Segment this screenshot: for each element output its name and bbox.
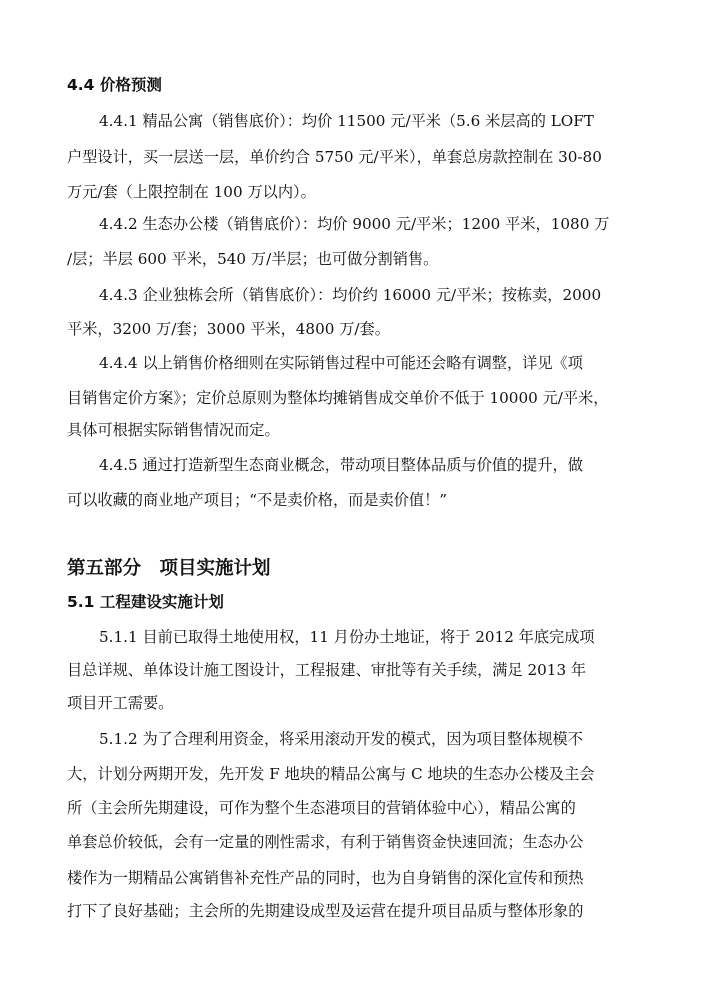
- text-line: /层；半层 600 平米，540 万/半层；也可做分割销售。: [67, 250, 439, 268]
- text-line: 万元/套（上限控制在 100 万以内）。: [67, 183, 316, 201]
- heading-part-5: 第五部分 项目实施计划: [67, 558, 271, 579]
- text-line: 具体可根据实际销售情况而定。: [67, 421, 280, 439]
- heading-4-4: 4.4 价格预测: [67, 76, 162, 94]
- text-line: 楼作为一期精品公寓销售补充性产品的同时，也为自身销售的深化宣传和预热: [67, 869, 584, 887]
- text-line: 5.1.1 目前已取得土地使用权，11 月份办土地证，将于 2012 年底完成项: [99, 628, 595, 646]
- heading-5-1: 5.1 工程建设实施计划: [67, 593, 224, 611]
- text-line: 单套总价较低，会有一定量的刚性需求，有利于销售资金快速回流；生态办公: [67, 833, 584, 851]
- text-line: 打下了良好基础；主会所的先期建设成型及运营在提升项目品质与整体形象的: [67, 902, 584, 920]
- text-line: 户型设计，买一层送一层，单价约合 5750 元/平米），单套总房款控制在 30-80: [67, 148, 602, 166]
- text-line: 4.4.1 精品公寓（销售底价）：均价 11500 元/平米（5.6 米层高的 LOFT: [99, 112, 594, 130]
- text-line: 4.4.4 以上销售价格细则在实际销售过程中可能还会略有调整，详见《项: [99, 354, 583, 372]
- text-line: 所（主会所先期建设，可作为整个生态港项目的营销体验中心），精品公寓的: [67, 799, 576, 817]
- text-line: 4.4.2 生态办公楼（销售底价）：均价 9000 元/平米；1200 平米，1080 万: [99, 215, 610, 233]
- text-line: 可以收藏的商业地产项目；“不是卖价格，而是卖价值！”: [67, 491, 448, 509]
- text-line: 4.4.3 企业独栋会所（销售底价）：均价约 16000 元/平米；按栋卖，2000: [99, 286, 602, 304]
- text-line: 大，计划分两期开发，先开发 F 地块的精品公寓与 C 地块的生态办公楼及主会: [67, 765, 595, 783]
- text-line: 目销售定价方案》；定价总原则为整体均摊销售成交单价不低于 10000 元/平米，: [67, 389, 609, 407]
- text-line: 平米，3200 万/套；3000 平米，4800 万/套。: [67, 320, 390, 338]
- text-line: 4.4.5 通过打造新型生态商业概念，带动项目整体品质与价值的提升，做: [99, 456, 583, 474]
- text-line: 目总详规、单体设计施工图设计，工程报建、审批等有关手续，满足 2013 年: [67, 661, 587, 679]
- text-line: 5.1.2 为了合理利用资金，将采用滚动开发的模式，因为项目整体规模不: [99, 730, 583, 748]
- text-line: 项目开工需要。: [67, 694, 174, 712]
